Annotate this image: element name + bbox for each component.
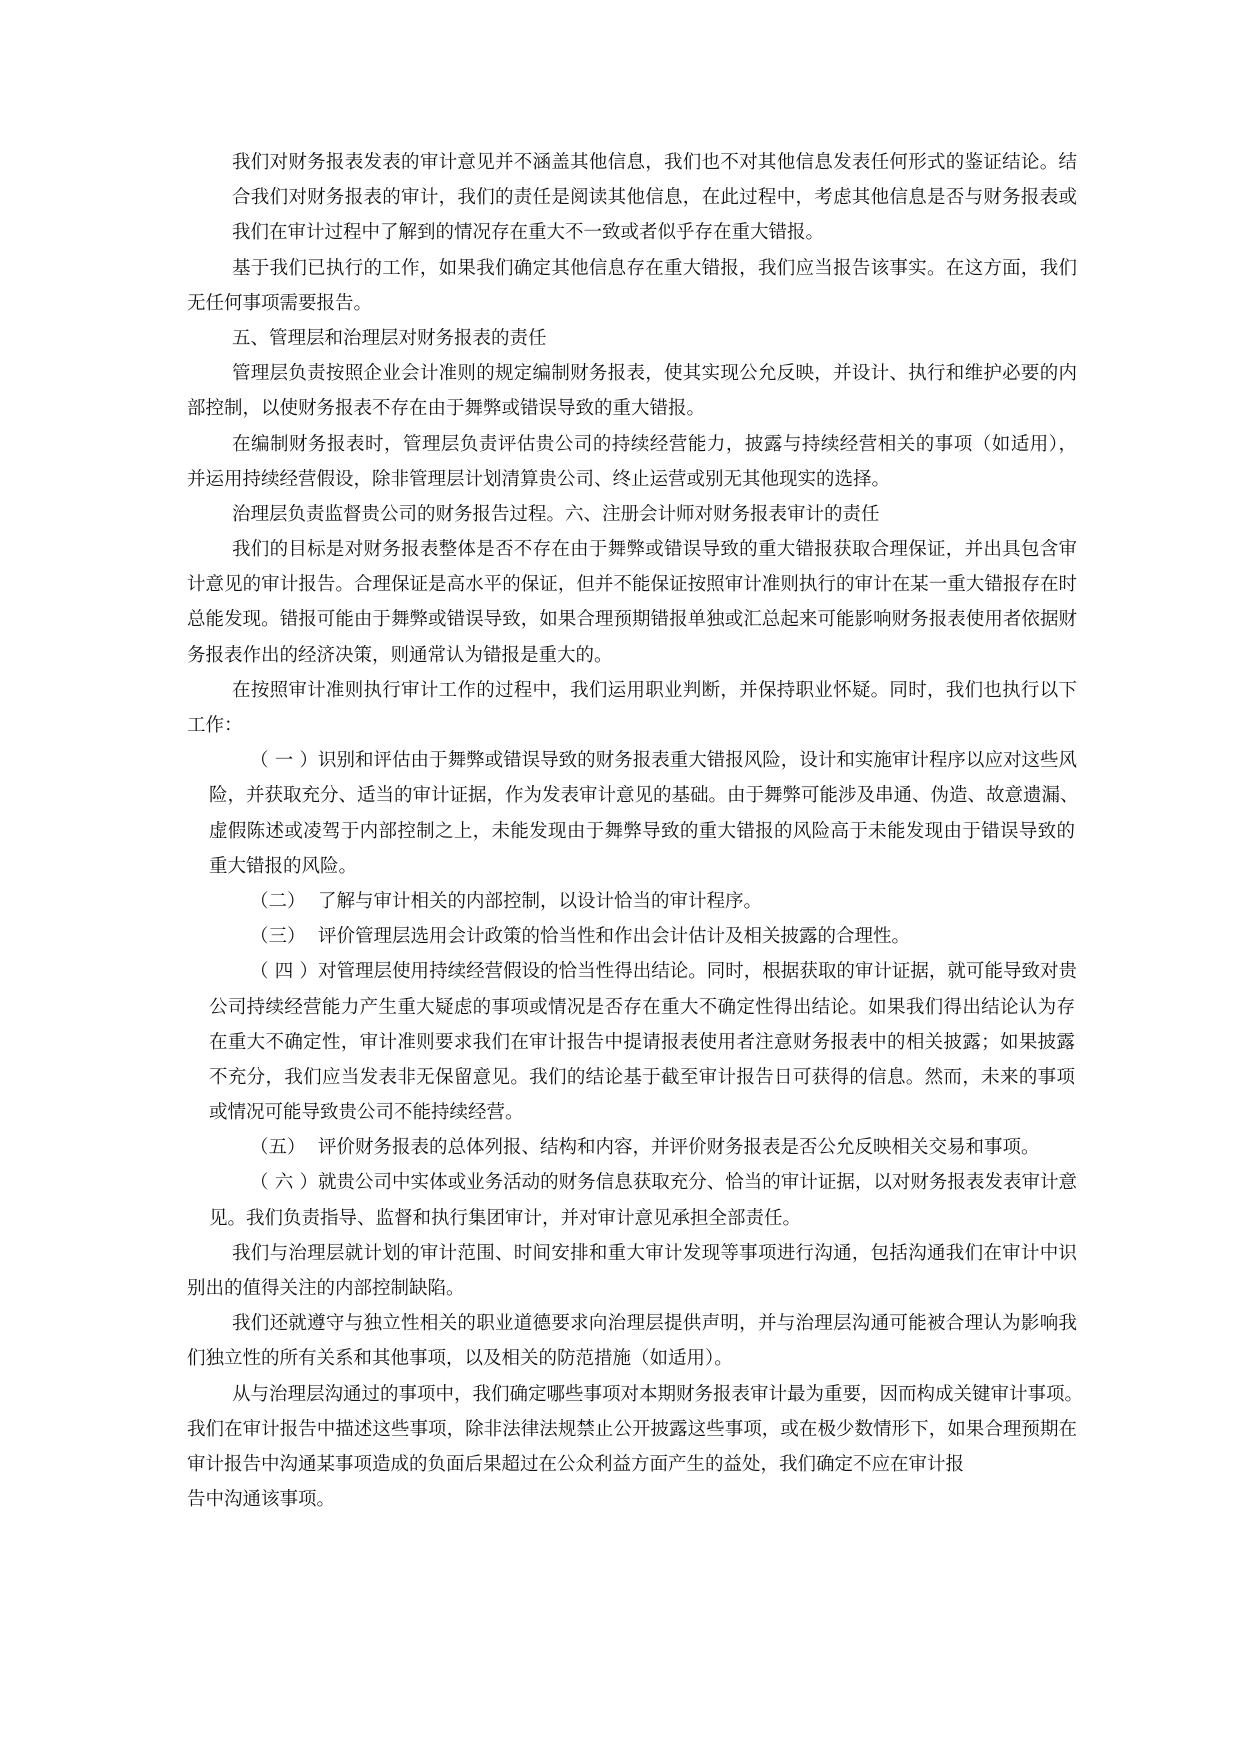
paragraph-misstatement-report xyxy=(0,251,1240,321)
text-line: 工作： xyxy=(187,715,243,736)
list-marker: （四） xyxy=(250,961,318,983)
list-item xyxy=(0,884,1240,919)
text-line: 不充分，我们应当发表非无保留意见。我们的结论基于截至审计报告日可获得的信息。然而，未来的事项 xyxy=(209,1066,1075,1088)
text-line: 见。我们负责指导、监督和执行集团审计，并对审计意见承担全部责任。 xyxy=(209,1207,802,1229)
text-line: 我们对财务报表发表的审计意见并不涵盖其他信息，我们也不对其他信息发表任何形式的鉴证结论。结 xyxy=(232,152,1077,173)
text-line: 告中沟通该事项。 xyxy=(187,1489,336,1511)
list-marker: （五） xyxy=(250,1137,306,1159)
paragraph-audit-procedures-intro xyxy=(0,673,1240,743)
text-line: 我们在审计过程中了解到的情况存在重大不一致或者似乎存在重大错报。 xyxy=(232,222,825,244)
paragraph-governance-communication xyxy=(0,1236,1240,1306)
paragraph-independence-statement xyxy=(0,1306,1240,1376)
text-line: 识别和评估由于舞弊或错误导致的财务报表重大错报风险，设计和实施审计程序以应对这些风 xyxy=(318,750,1077,772)
list-item-head xyxy=(250,1165,1077,1200)
paragraph-management-duties xyxy=(0,356,1240,426)
text-line: 总能发现。错报可能由于舞弊或错误导致，如果合理预期错报单独或汇总起来可能影响财务报表使用者依据财 xyxy=(187,609,1077,631)
text-line: 部控制，以使财务报表不存在由于舞弊或错误导致的重大错报。 xyxy=(187,398,706,420)
text-line: 合我们对财务报表的审计，我们的责任是阅读其他信息，在此过程中，考虑其他信息是否与财务报表或 xyxy=(232,187,1077,209)
list-item-head xyxy=(250,954,1077,989)
list-marker: （二） xyxy=(250,890,306,912)
text-line: 基于我们已执行的工作，如果我们确定其他信息存在重大错报，我们应当报告该事实。在这方面，我们 xyxy=(232,257,1077,279)
text-line: 在按照审计准则执行审计工作的过程中，我们运用职业判断，并保持职业怀疑。同时，我们也执行以下 xyxy=(232,679,1077,701)
text-line: 在重大不确定性，审计准则要求我们在审计报告中提请报表使用者注意财务报表中的相关披露；如果披露 xyxy=(209,1031,1075,1053)
list-marker: （三） xyxy=(250,926,306,948)
text-line: 我们与治理层就计划的审计范围、时间安排和重大审计发现等事项进行沟通，包括沟通我们在审计中识 xyxy=(232,1242,1077,1264)
list-item-head xyxy=(250,1130,1240,1165)
section-heading: 五、管理层和治理层对财务报表的责任 xyxy=(232,327,547,349)
list-item-head xyxy=(250,919,1240,954)
text-line: 我们还就遵守与独立性相关的职业道德要求向治理层提供声明，并与治理层沟通可能被合理认为影响我 xyxy=(232,1313,1077,1335)
list-item xyxy=(0,1130,1240,1165)
text-line: 虚假陈述或凌驾于内部控制之上，未能发现由于舞弊导致的重大错报的风险高于未能发现由于错误导致的 xyxy=(209,820,1075,842)
paragraph-governance-oversight xyxy=(0,497,1240,532)
text-line: 们独立性的所有关系和其他事项，以及相关的防范措施（如适用）。 xyxy=(187,1348,733,1370)
list-item xyxy=(0,919,1240,954)
text-line: 在编制财务报表时，管理层负责评估贵公司的持续经营能力，披露与持续经营相关的事项（如适用）， xyxy=(232,433,1077,455)
section-heading-management-responsibility xyxy=(0,321,1240,356)
text-line: 别出的值得关注的内部控制缺陷。 xyxy=(187,1278,465,1299)
list-item-head xyxy=(250,884,1240,919)
text-line: 从与治理层沟通过的事项中，我们确定哪些事项对本期财务报表审计最为重要，因而构成关键审计事项。 xyxy=(232,1383,1084,1405)
list-marker: （一） xyxy=(250,750,318,772)
list-marker: （六） xyxy=(250,1172,318,1194)
paragraph-key-audit-matters xyxy=(0,1377,1240,1518)
text-line: 或情况可能导致贵公司不能持续经营。 xyxy=(209,1102,524,1124)
text-line: 评价财务报表的总体列报、结构和内容，并评价财务报表是否公允反映相关交易和事项。 xyxy=(318,1137,1040,1159)
paragraph-audit-objective xyxy=(0,532,1240,673)
text-line: 我们在审计报告中描述这些事项，除非法律法规禁止公开披露这些事项，或在极少数情形下，如果合理预期在 xyxy=(187,1418,1077,1440)
text-line: 公司持续经营能力产生重大疑虑的事项或情况是否存在重大不确定性得出结论。如果我们得出结论认为存 xyxy=(209,996,1075,1018)
text-line: 对管理层使用持续经营假设的恰当性得出结论。同时，根据获取的审计证据，就可能导致对贵 xyxy=(318,961,1077,983)
text-line: 重大错报的风险。 xyxy=(209,855,358,877)
text-line: 险，并获取充分、适当的审计证据，作为发表审计意见的基础。由于舞弊可能涉及串通、伪造、故意遗漏、 xyxy=(209,785,1079,807)
text-line: 我们的目标是对财务报表整体是否不存在由于舞弊或错误导致的重大错报获取合理保证，并出具包含审 xyxy=(232,539,1077,561)
list-item-head xyxy=(250,743,1077,778)
text-line: 审计报告中沟通某事项造成的负面后果超过在公众利益方面产生的益处，我们确定不应在审计报 xyxy=(187,1453,965,1475)
text-line: 评价管理层选用会计政策的恰当性和作出会计估计及相关披露的合理性。 xyxy=(318,926,911,948)
list-item xyxy=(0,743,1240,884)
text-line: 计意见的审计报告。合理保证是高水平的保证，但并不能保证按照审计准则执行的审计在某一重大错报存在时 xyxy=(187,574,1077,596)
list-item xyxy=(0,1165,1240,1235)
text-line: 管理层负责按照企业会计准则的规定编制财务报表，使其实现公允反映，并设计、执行和维护必要的内 xyxy=(232,363,1077,385)
text-line: 无任何事项需要报告。 xyxy=(187,292,373,314)
paragraph-going-concern xyxy=(0,427,1240,497)
text-line: 治理层负责监督贵公司的财务报告过程。六、注册会计师对财务报表审计的责任 xyxy=(232,503,880,525)
paragraph-other-information xyxy=(0,145,1240,251)
document-body xyxy=(0,145,1240,1517)
text-line: 了解与审计相关的内部控制，以设计恰当的审计程序。 xyxy=(318,890,763,912)
text-line: 就贵公司中实体或业务活动的财务信息获取充分、恰当的审计证据，以对财务报表发表审计意 xyxy=(318,1172,1077,1194)
text-line: 并运用持续经营假设，除非管理层计划清算贵公司、终止运营或别无其他现实的选择。 xyxy=(187,468,891,490)
text-line: 务报表作出的经济决策，则通常认为错报是重大的。 xyxy=(187,644,613,666)
list-item xyxy=(0,954,1240,1130)
